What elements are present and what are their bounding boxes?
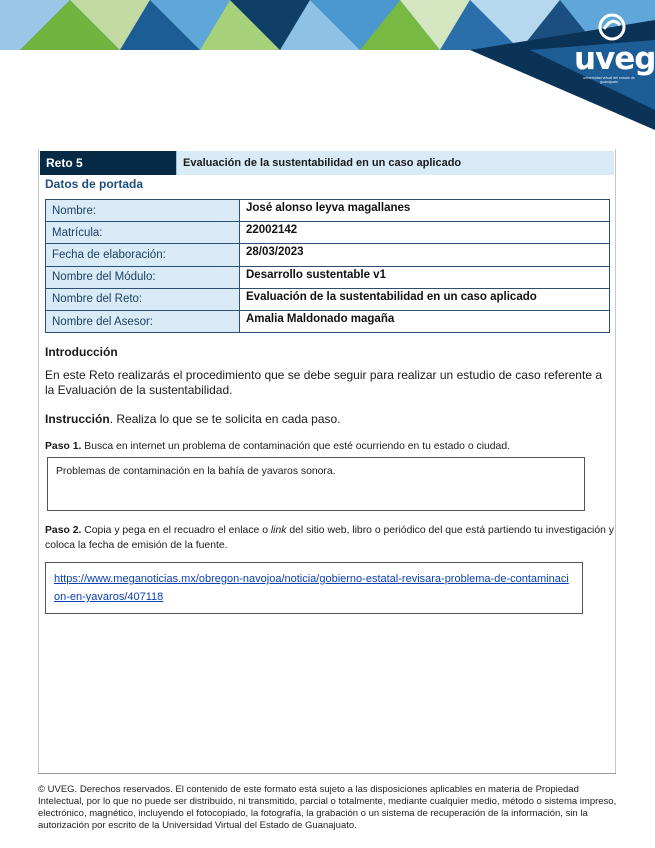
uveg-logo-subtitle: universidad virtual del estado de guanajuato — [583, 76, 635, 84]
step-2-text-b: del sitio web, libro o periódico del que está partiendo tu investigación y coloca la fecha de emisión de la fuente. — [45, 525, 614, 551]
cover-label: Nombre: — [46, 200, 240, 222]
cover-value: 22002142 — [240, 222, 610, 244]
table-row — [46, 222, 610, 244]
reto-title: Evaluación de la sustentabilidad en un caso aplicado — [176, 151, 614, 175]
step-2-label: Paso 2. — [45, 525, 82, 536]
cover-value: Amalia Maldonado magaña — [240, 310, 610, 332]
intro-text: En este Reto realizarás el procedimiento que se debe seguir para realizar un estudio de caso referente a la Evaluación de la sustentabilidad. — [45, 368, 602, 397]
step-2-text-a: Copia y pega en el recuadro el enlace o — [81, 525, 271, 536]
reto-label: Reto 5 — [40, 151, 176, 175]
step-1-label: Paso 1. — [45, 441, 82, 452]
uveg-logo-icon — [592, 12, 632, 42]
cover-value: Evaluación de la sustentabilidad en un caso aplicado — [240, 288, 610, 310]
portada-title: Datos de portada — [45, 177, 144, 191]
instruction — [45, 412, 341, 426]
step-1-text: Busca en internet un problema de contaminación que esté ocurriendo en tu estado o ciudad. — [81, 441, 510, 452]
uveg-logo-text: uveg — [574, 41, 655, 77]
table-row — [46, 200, 610, 222]
step-1 — [45, 441, 615, 452]
header-banner — [0, 0, 655, 130]
cover-label: Fecha de elaboración: — [46, 244, 240, 266]
table-row — [46, 310, 610, 332]
cover-label: Matrícula: — [46, 222, 240, 244]
instruction-text: . Realiza lo que se te solicita en cada paso. — [109, 412, 341, 426]
step-2 — [45, 523, 615, 553]
cover-table — [45, 199, 610, 333]
step-2-answer-box — [45, 562, 583, 614]
table-row — [46, 288, 610, 310]
cover-label: Nombre del Asesor: — [46, 310, 240, 332]
footer-divider — [38, 773, 616, 774]
cover-value: Desarrollo sustentable v1 — [240, 266, 610, 288]
source-link[interactable]: https://www.meganoticias.mx/obregon-navojoa/noticia/gobierno-estatal-revisara-problema-de-contaminacion-en-yavaros/407118 — [54, 573, 569, 603]
table-row — [46, 266, 610, 288]
step-1-answer-box — [47, 457, 585, 511]
cover-label: Nombre del Módulo: — [46, 266, 240, 288]
cover-label: Nombre del Reto: — [46, 288, 240, 310]
copyright-footer: © UVEG. Derechos reservados. El contenido de este formato está sujeto a las disposiciones aplicables en materia de Propiedad Intelectual, por lo que no puede ser distribuido, ni transmitido, parcial o totalmente, mediante cualquier medio, método o sistema impreso, electrónico, magnético, incluyendo el fotocopiado, la fotografía, la grabación o un sistema de recuperación de la información, sin la autorización por escrito de la Universidad Virtual del Estado de Guanajuato. — [38, 784, 617, 831]
step-2-link-word: link — [270, 525, 287, 536]
intro-title: Introducción — [45, 345, 118, 359]
instruction-label: Instrucción — [45, 412, 110, 426]
cover-value: José alonso leyva magallanes — [240, 200, 610, 222]
cover-value: 28/03/2023 — [240, 244, 610, 266]
step-1-answer: Problemas de contaminación en la bahía de yavaros sonora. — [56, 466, 336, 477]
table-row — [46, 244, 610, 266]
reto-header — [40, 151, 614, 175]
